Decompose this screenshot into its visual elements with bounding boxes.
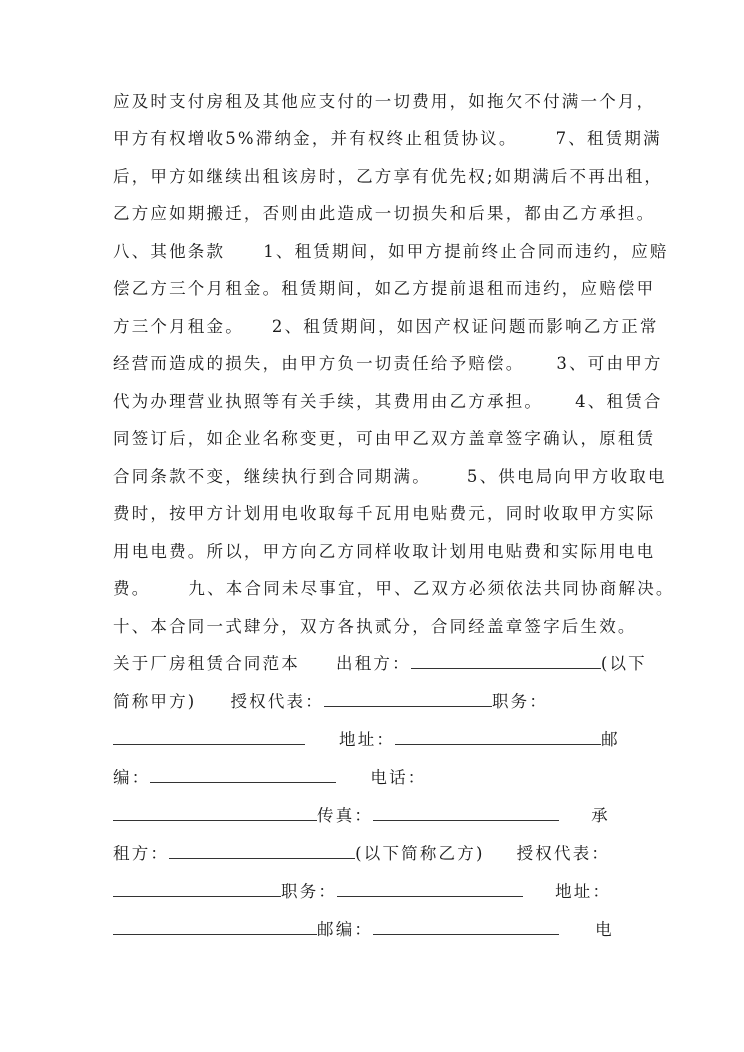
postcode-label-2: 邮编： bbox=[317, 920, 374, 939]
form-line bbox=[113, 728, 620, 752]
rep-label-2: 授权代表： bbox=[516, 844, 611, 863]
text-line bbox=[113, 465, 667, 489]
address-label: 地址： bbox=[339, 730, 396, 749]
text-span: 5、供电局向甲方收取电 bbox=[466, 467, 667, 486]
text-line bbox=[113, 127, 662, 151]
text-line bbox=[113, 502, 655, 526]
phone-blank[interactable] bbox=[113, 804, 317, 821]
text-line bbox=[113, 615, 637, 639]
text-span: 方三个月租金。 bbox=[113, 317, 244, 336]
form-line bbox=[113, 918, 614, 942]
form-line bbox=[113, 804, 610, 828]
text-line bbox=[113, 540, 655, 564]
address-blank[interactable] bbox=[395, 728, 601, 745]
lessee-suffix: (以下简称乙方) bbox=[355, 844, 485, 863]
text-span: 应及时支付房租及其他应支付的一切费用，如拖欠不付满一个月， bbox=[113, 92, 656, 111]
text-span: 偿乙方三个月租金。租赁期间，如乙方提前退租而违约，应赔偿甲 bbox=[113, 279, 656, 298]
text-span: 甲方有权增收5%滞纳金，并有权终止租赁协议。 bbox=[113, 129, 518, 148]
rep-blank-2[interactable] bbox=[113, 880, 281, 897]
text-span: 代为办理营业执照等有关手续，其费用由乙方承担。 bbox=[113, 392, 544, 411]
form-line bbox=[113, 690, 548, 714]
position-label-2: 职务： bbox=[281, 882, 338, 901]
lessor-suffix-cont: 简称甲方) bbox=[113, 692, 197, 711]
text-span: 乙方应如期搬迁，否则由此造成一切损失和后果，都由乙方承担。 bbox=[113, 204, 656, 223]
text-line bbox=[113, 577, 675, 601]
position-blank-2[interactable] bbox=[337, 880, 523, 897]
phone-label: 电话： bbox=[370, 768, 427, 787]
text-line bbox=[113, 352, 663, 376]
text-line bbox=[113, 277, 655, 301]
text-span: 4、租赁合 bbox=[575, 392, 663, 411]
text-span: 十、本合同一式肆分，双方各执贰分，合同经盖章签字后生效。 bbox=[113, 617, 637, 636]
lessee-label-cont: 租方： bbox=[113, 844, 170, 863]
rep-blank[interactable] bbox=[324, 690, 492, 707]
postcode-blank[interactable] bbox=[150, 766, 336, 783]
text-span: 费时，按甲方计划用电收取每千瓦用电贴费元，同时收取甲方实际 bbox=[113, 504, 656, 523]
text-span: 九、本合同未尽事宜，甲、乙双方必须依法共同协商解决。 bbox=[188, 579, 675, 598]
text-line bbox=[113, 90, 655, 114]
text-span: 1、租赁期间，如甲方提前终止合同而违约，应赔 bbox=[263, 242, 669, 261]
text-line bbox=[113, 240, 669, 264]
form-line bbox=[113, 766, 427, 790]
address-label-2: 地址： bbox=[555, 882, 612, 901]
text-span: 同签订后，如企业名称变更，可由甲乙双方盖章签字确认，原租赁 bbox=[113, 429, 656, 448]
text-span: 3、可由甲方 bbox=[556, 354, 663, 373]
text-span: 合同条款不变，继续执行到合同期满。 bbox=[113, 467, 431, 486]
postcode-label: 邮 bbox=[601, 730, 620, 749]
position-label: 职务： bbox=[491, 692, 549, 711]
position-blank[interactable] bbox=[113, 728, 305, 745]
postcode-blank-2[interactable] bbox=[373, 918, 559, 935]
lessee-label: 承 bbox=[591, 806, 610, 825]
text-line bbox=[113, 315, 659, 339]
text-span: 用电电费。所以，甲方向乙方同样收取计划用电贴费和实际用电电 bbox=[113, 542, 656, 561]
text-line bbox=[113, 427, 655, 451]
fax-label: 传真： bbox=[317, 806, 374, 825]
postcode-label-cont: 编： bbox=[113, 768, 151, 787]
text-span: 经营而造成的损失，由甲方负一切责任给予赔偿。 bbox=[113, 354, 525, 373]
address-blank-2[interactable] bbox=[113, 918, 317, 935]
lessee-blank[interactable] bbox=[169, 842, 355, 859]
form-title: 关于厂房租赁合同范本 bbox=[113, 654, 300, 673]
lessor-blank[interactable] bbox=[411, 652, 601, 669]
lessor-label: 出租方： bbox=[336, 654, 411, 673]
text-span: 费。 bbox=[113, 579, 151, 598]
form-line bbox=[113, 880, 611, 904]
text-line bbox=[113, 202, 655, 226]
lessor-suffix: (以下 bbox=[600, 654, 647, 673]
form-line bbox=[113, 842, 610, 866]
section-heading: 八、其他条款 bbox=[113, 242, 226, 261]
text-line bbox=[113, 390, 663, 414]
text-span: 后，甲方如继续出租该房时，乙方享有优先权;如期满后不再出租， bbox=[113, 167, 664, 186]
rep-label: 授权代表： bbox=[230, 692, 324, 711]
text-span: 7、租赁期满 bbox=[555, 129, 662, 148]
text-line bbox=[113, 165, 663, 189]
form-line bbox=[113, 652, 647, 676]
fax-blank[interactable] bbox=[373, 804, 559, 821]
text-span: 2、租赁期间，如因产权证问题而影响乙方正常 bbox=[271, 317, 659, 336]
phone-label-2: 电 bbox=[595, 920, 614, 939]
